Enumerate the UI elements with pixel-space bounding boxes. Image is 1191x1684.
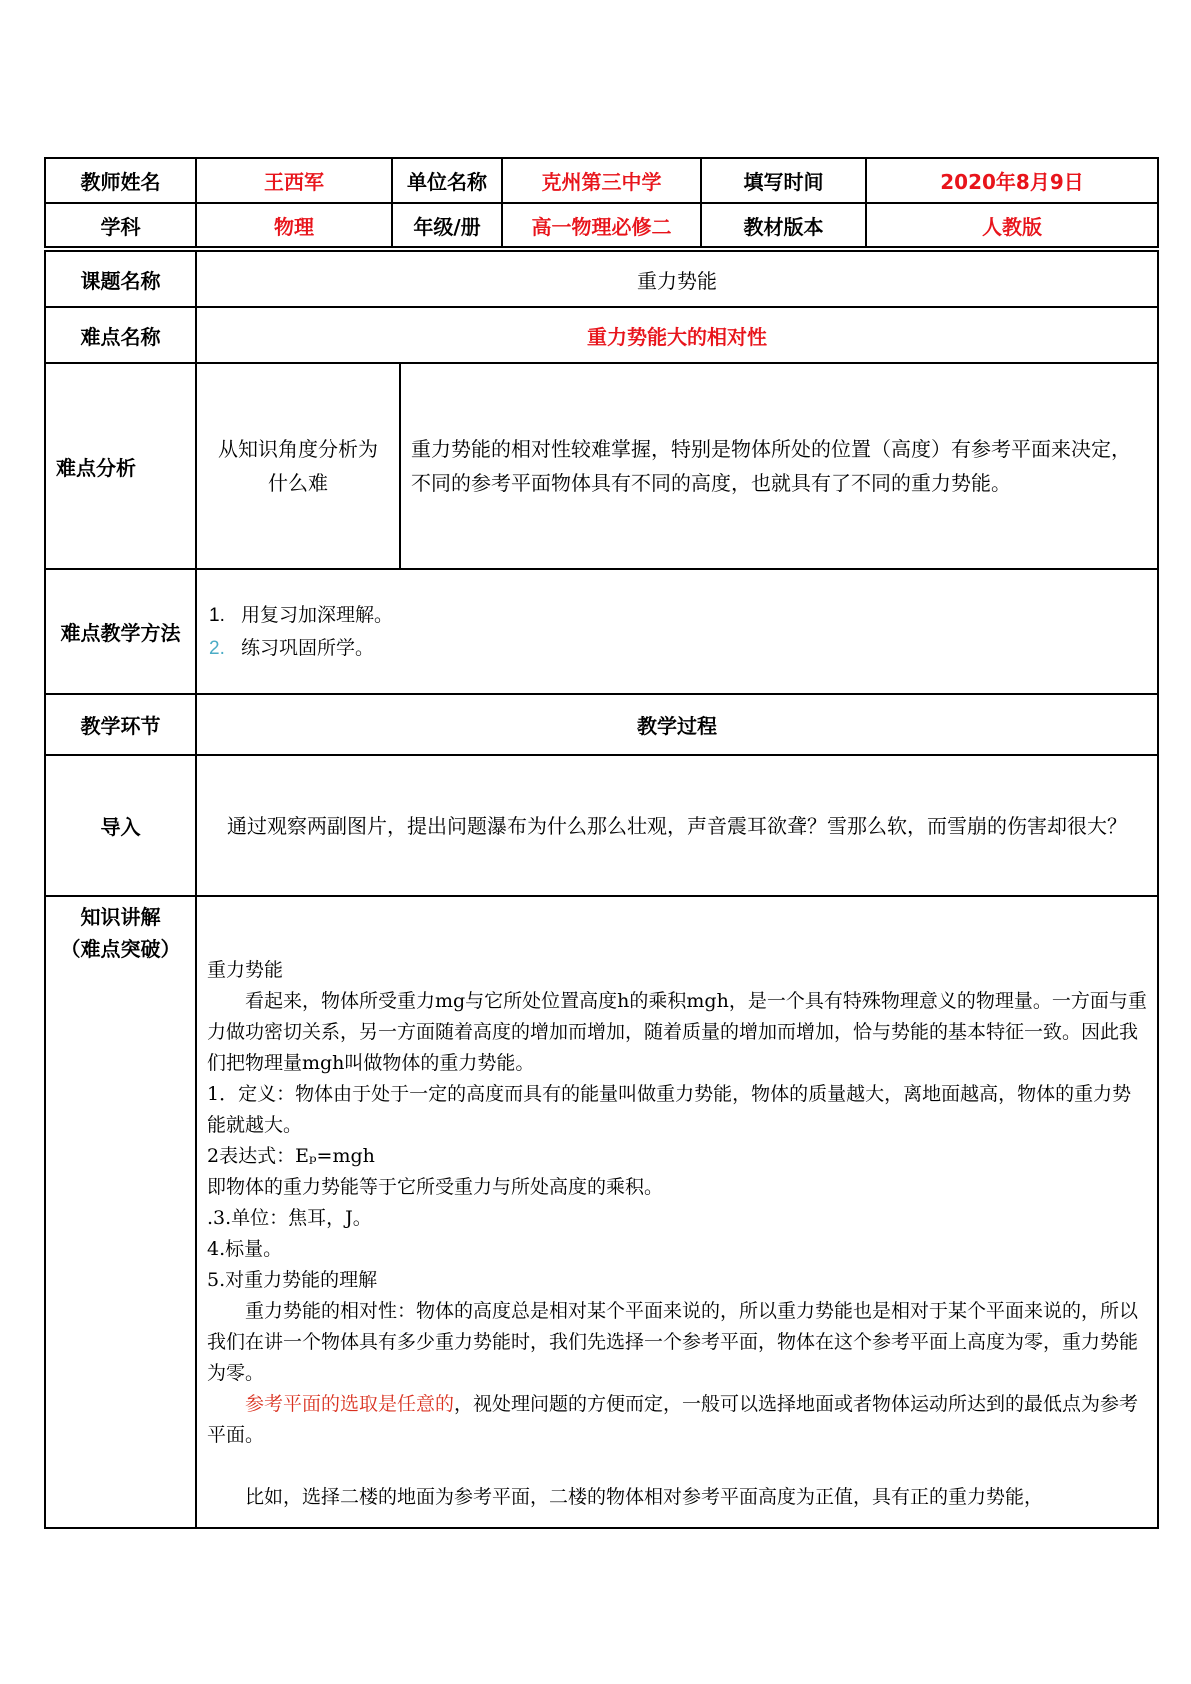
knowledge-paragraph: 看起来，物体所受重力mg与它所处位置高度h的乘积mgh，是一个具有特殊物理意义的物理量。一方面与重力做功密切关系，另一方面随着高度的增加而增加，随着质量的增加而增加，恰与势能的基本特征一致。因此我们把物理量mgh叫做物体的重力势能。 [207,990,1147,1074]
topic-label: 课题名称 [45,251,196,307]
process-label: 教学环节 [45,694,196,755]
list-number: 2. [209,637,225,659]
scalar-text: 4.标量。 [207,1238,283,1260]
grade-value: 高一物理必修二 [502,203,701,247]
process-value: 教学过程 [196,694,1158,755]
analysis-sub-label: 从知识角度分析为什么难 [196,363,400,569]
list-number: 1. [209,604,225,626]
list-item [209,599,1157,632]
relativity-paragraph: 重力势能的相对性：物体的高度总是相对某个平面来说的，所以重力势能也是相对于某个平面来说的，所以我们在讲一个物体具有多少重力势能时，我们先选择一个参考平面，物体在这个参考平面上高度为零，重力势能为零。 [207,1300,1139,1384]
expression-note: 即物体的重力势能等于它所受重力与所处高度的乘积。 [207,1176,664,1198]
knowledge-content [196,896,1158,1528]
intro-text: 通过观察两副图片，提出问题瀑布为什么那么壮观，声音震耳欲聋？雪那么软，而雪崩的伤害却很大？ [227,813,1127,838]
analysis-text: 重力势能的相对性较难掌握，特别是物体所处的位置（高度）有参考平面来决定，不同的参考平面物体具有不同的高度，也就具有了不同的重力势能。 [411,437,1131,495]
edition-value: 人教版 [866,203,1158,247]
subject-value: 物理 [196,203,392,247]
knowledge-label-line1: 知识讲解 [80,905,161,929]
reference-plane-rest: ，视处理问题的方便而定，一般可以选择地面或者物体运动所达到的最低点为参考平面。 [207,1393,1139,1446]
intro-label: 导入 [45,755,196,896]
difficulty-label: 难点名称 [45,307,196,363]
difficulty-value: 重力势能大的相对性 [196,307,1158,363]
list-text: 用复习加深理解。 [241,603,394,626]
expression-text: 2表达式：Eₚ=mgh [207,1145,375,1167]
subject-label: 学科 [45,203,196,247]
knowledge-label-line2: （难点突破） [60,937,181,961]
reference-plane-paragraph [207,1389,1147,1451]
main-table [44,250,1159,1529]
edition-label: 教材版本 [701,203,866,247]
date-label: 填写时间 [701,158,866,203]
school-label: 单位名称 [392,158,502,203]
knowledge-label [45,896,196,1528]
method-label: 难点教学方法 [45,569,196,694]
list-text: 练习巩固所学。 [241,636,375,659]
highlighted-text: 参考平面的选取是任意的 [245,1393,455,1415]
knowledge-heading: 重力势能 [207,959,284,981]
definition-text: 1．定义：物体由于处于一定的高度而具有的能量叫做重力势能，物体的质量越大，离地面越高，物体的重力势能就越大。 [207,1083,1132,1136]
understanding-heading: 5.对重力势能的理解 [207,1269,378,1291]
unit-text: .3.单位：焦耳，J。 [207,1207,372,1229]
grade-label: 年级/册 [392,203,502,247]
topic-value: 重力势能 [196,251,1158,307]
teacher-name-label: 教师姓名 [45,158,196,203]
method-list [196,569,1158,694]
date-value: 2020年8月9日 [866,158,1158,203]
list-item [209,632,1157,665]
analysis-label: 难点分析 [45,363,196,569]
school-value: 克州第三中学 [502,158,701,203]
teacher-name-value: 王西军 [196,158,392,203]
example-paragraph: 比如，选择二楼的地面为参考平面，二楼的物体相对参考平面高度为正值，具有正的重力势能， [245,1486,1044,1508]
header-table [44,157,1159,248]
lesson-plan-document [44,157,1157,1529]
